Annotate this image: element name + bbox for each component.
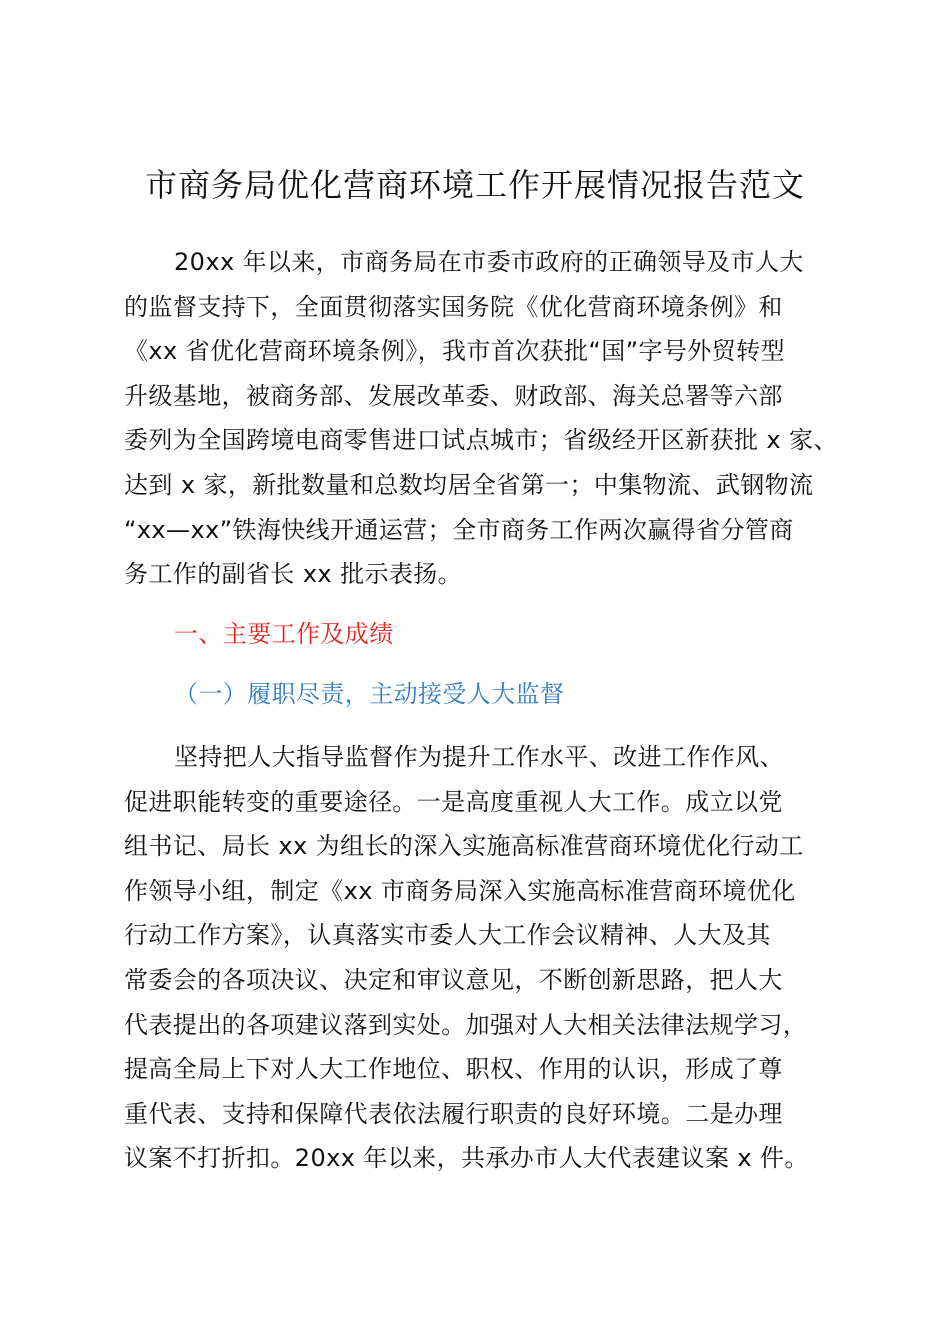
intro-paragraph [124,240,844,597]
body-line: 作领导小组，制定《xx 市商务局深入实施高标准营商环境优化 [124,876,796,905]
intro-line: 升级基地，被商务部、发展改革委、财政部、海关总署等六部 [124,381,783,410]
intro-line: 委列为全国跨境电商零售进口试点城市；省级经开区新获批 x 家、 [124,426,838,455]
body-line: 促进职能转变的重要途径。一是高度重视人大工作。成立以党 [124,787,783,816]
body-line: 常委会的各项决议、决定和审议意见，不断创新思路，把人大 [124,965,783,994]
body-line: 行动工作方案》，认真落实市委人大工作会议精神、人大及其 [124,921,771,950]
body-line: 重代表、支持和保障代表依法履行职责的良好环境。二是办理 [124,1099,783,1128]
body-line: 议案不打折扣。20xx 年以来，共承办市人大代表建议案 x 件。 [124,1144,809,1173]
section-heading: 一、主要工作及成绩 [174,620,394,648]
intro-line: 20xx 年以来，市商务局在市委市政府的正确领导及市人大 [174,248,804,276]
intro-line: 达到 x 家，新批数量和总数均居全省第一；中集物流、武钢物流 [124,470,814,499]
body-paragraph [124,735,844,1181]
intro-line: “xx—xx”铁海快线开通运营；全市商务工作两次赢得省分管商 [124,515,794,544]
intro-line: 《xx 省优化营商环境条例》，我市首次获批“国”字号外贸转型 [124,337,785,366]
document-title: 市商务局优化营商环境工作开展情况报告范文 [144,166,805,204]
body-line: 提高全局上下对人大工作地位、职权、作用的认识，形成了尊 [124,1055,783,1084]
body-line: 坚持把人大指导监督作为提升工作水平、改进工作作风、 [174,743,784,771]
intro-line: 务工作的副省长 xx 批示表扬。 [124,560,463,589]
body-line: 代表提出的各项建议落到实处。加强对人大相关法律法规学习， [124,1010,808,1039]
body-line: 组书记、局长 xx 为组长的深入实施高标准营商环境优化行动工 [124,832,804,861]
subsection-heading: （一）履职尽责，主动接受人大监督 [174,680,565,708]
intro-line: 的监督支持下，全面贯彻落实国务院《优化营商环境条例》和 [124,292,783,321]
